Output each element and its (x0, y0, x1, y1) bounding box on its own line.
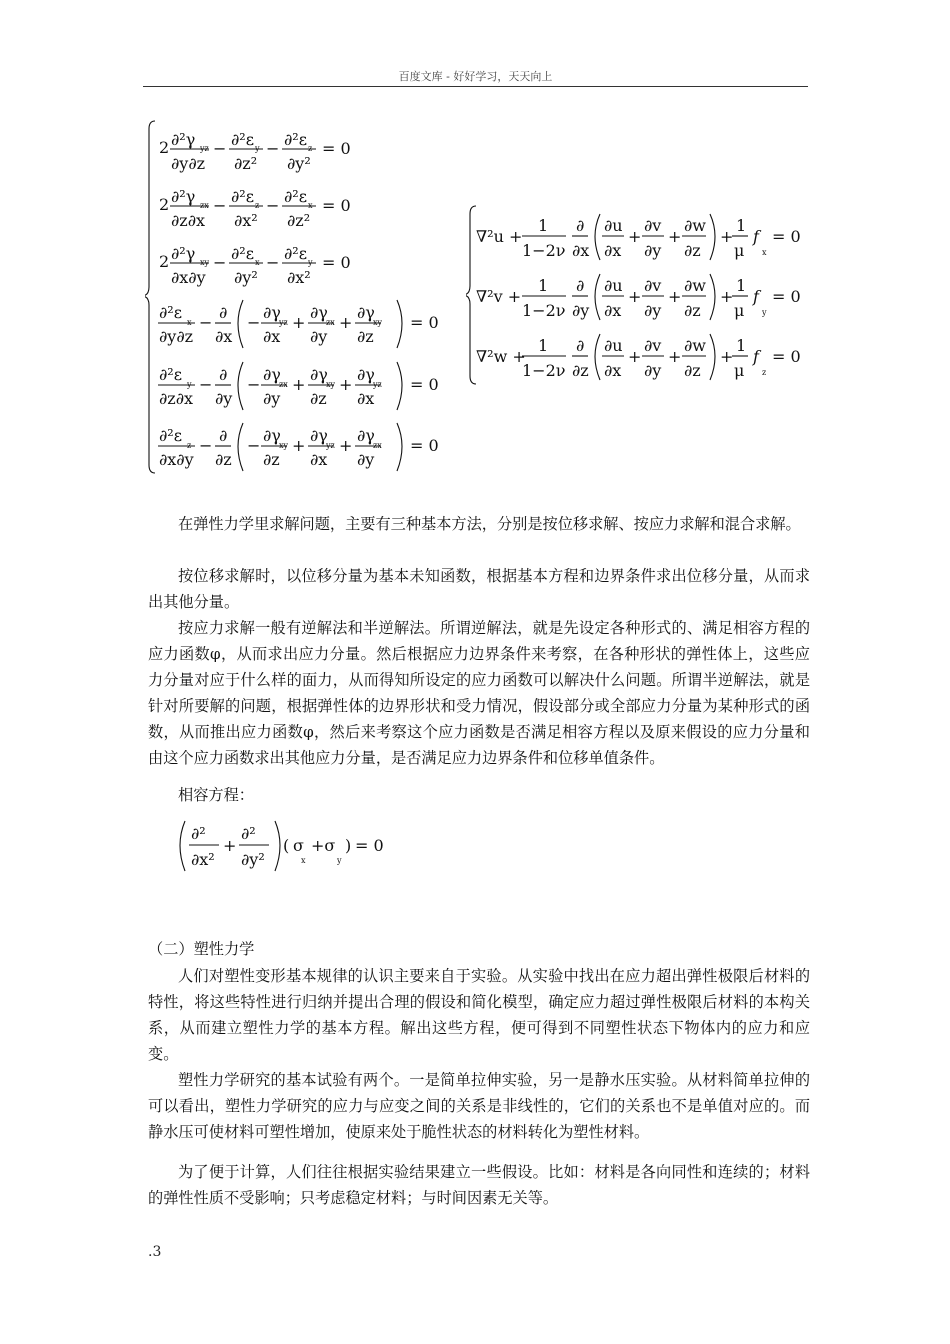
svg-text:zx: zx (279, 380, 288, 389)
paragraph-text: 按应力求解一般有逆解法和半逆解法。所谓逆解法，就是先设定各种形式的、满足相容方程的应力函数φ，从而求出应力分量。然后根据应力边界条件来考察，在各种形状的弹性体上，这些应力分量对应于什么样的面力，从而得知所设定的应力函数可以解决什么问题。所谓半逆解法，就是针对所要解的问题，根据弹性体的边界形状和受力情况，假设部分或全部应力分量为某种形式的函数，从而推出应力函数φ，然后来考察这个应力函数是否满足相容方程以及原来假设的应力分量和由这个应力函数求出其他应力分量，是否满足应力边界条件和位移单值条件。 (148, 619, 810, 767)
svg-text:f: f (753, 347, 759, 366)
navier-eq-u (476, 214, 801, 260)
svg-text:= 0: = 0 (772, 287, 801, 306)
svg-text:1−2ν: 1−2ν (522, 361, 566, 380)
right-brace (466, 206, 476, 384)
svg-text:∂z: ∂z (572, 361, 589, 380)
svg-text:σ: σ (293, 836, 304, 855)
svg-text:+: + (292, 375, 306, 394)
svg-text:∂u: ∂u (604, 336, 623, 355)
svg-text:1−2ν: 1−2ν (522, 241, 566, 260)
svg-text:∂z∂x: ∂z∂x (159, 389, 193, 408)
svg-text:= 0: = 0 (322, 139, 351, 158)
strain-eq-5 (158, 362, 439, 410)
paragraph-basic-experiments (148, 1067, 810, 1145)
svg-text:∂γ: ∂γ (263, 303, 281, 322)
svg-text:∂γ: ∂γ (263, 365, 281, 384)
svg-text:z: z (308, 144, 313, 153)
svg-text:x: x (301, 856, 306, 865)
svg-text:∂²γ: ∂²γ (171, 130, 196, 149)
svg-text:∂y∂z: ∂y∂z (171, 154, 206, 173)
svg-text:∂²: ∂² (191, 824, 206, 843)
svg-text:+: + (668, 287, 682, 306)
svg-text:−: − (247, 436, 261, 455)
svg-text:+: + (720, 227, 734, 246)
paragraph-text: 人们对塑性变形基本规律的认识主要来自于实验。从实验中找出在应力超出弹性极限后材料的特性，将这些特性进行归纳并提出合理的假设和简化模型，确定应力超过弹性极限后材料的本构关系，从而建立塑性力学的基本方程。解出这些方程，便可得到不同塑性状态下物体内的应力和应变。 (148, 967, 810, 1063)
svg-text:zx: zx (373, 441, 382, 450)
lame-navier-equations (466, 200, 806, 390)
header-text: 百度文库 - 好好学习，天天向上 (398, 70, 553, 83)
svg-text:∂z: ∂z (684, 301, 701, 320)
svg-text:1: 1 (736, 216, 747, 235)
svg-text:∂x: ∂x (572, 241, 590, 260)
svg-text:x: x (187, 318, 192, 327)
svg-text:−: − (247, 375, 261, 394)
svg-text:+: + (720, 287, 734, 306)
svg-text:−: − (199, 375, 213, 394)
svg-text:∂²γ: ∂²γ (171, 244, 196, 263)
svg-text:∂u: ∂u (604, 276, 623, 295)
svg-text:μ: μ (734, 361, 745, 380)
svg-text:1: 1 (538, 276, 549, 295)
svg-text:∂z∂x: ∂z∂x (171, 211, 205, 230)
svg-text:∇²w +: ∇²w + (476, 347, 526, 366)
svg-text:∂: ∂ (576, 336, 585, 355)
svg-text:∇²u +: ∇²u + (476, 227, 523, 246)
svg-text:+: + (339, 436, 353, 455)
svg-text:= 0: = 0 (772, 227, 801, 246)
svg-text:−: − (213, 196, 227, 215)
svg-text:∂x: ∂x (357, 389, 375, 408)
svg-text:∂²ε: ∂²ε (284, 187, 307, 206)
svg-text:∂γ: ∂γ (310, 365, 328, 384)
svg-text:= 0: = 0 (410, 436, 439, 455)
svg-text:x: x (255, 258, 260, 267)
svg-text:∂v: ∂v (644, 216, 662, 235)
svg-text:∂x²: ∂x² (287, 268, 311, 287)
svg-text:(: ( (283, 836, 290, 855)
page-number: .3 (148, 1244, 162, 1260)
svg-text:∂γ: ∂γ (357, 365, 375, 384)
svg-text:+: + (628, 287, 642, 306)
svg-text:x: x (308, 201, 313, 210)
svg-text:z: z (187, 441, 192, 450)
paragraph-text: 在弹性力学里求解问题，主要有三种基本方法，分别是按位移求解、按应力求解和混合求解。 (178, 515, 801, 533)
svg-text:xy: xy (279, 441, 289, 450)
svg-text:∂v: ∂v (644, 276, 662, 295)
svg-text:∂w: ∂w (684, 276, 706, 295)
svg-text:1: 1 (538, 336, 549, 355)
svg-text:∂x∂y: ∂x∂y (171, 268, 206, 287)
strain-eq-4 (158, 300, 439, 348)
svg-text:∂²γ: ∂²γ (171, 187, 196, 206)
svg-text:+: + (339, 375, 353, 394)
svg-text:∂y²: ∂y² (287, 154, 311, 173)
svg-text:∂²ε: ∂²ε (159, 426, 182, 445)
svg-text:∂z²: ∂z² (287, 211, 311, 230)
svg-text:+: + (339, 313, 353, 332)
svg-text:−: − (266, 196, 280, 215)
svg-text:2: 2 (159, 138, 170, 157)
svg-text:∂y²: ∂y² (241, 850, 265, 869)
svg-text:= 0: = 0 (322, 196, 351, 215)
svg-text:∂z: ∂z (684, 241, 701, 260)
svg-text:∂²ε: ∂²ε (159, 365, 182, 384)
svg-text:yz: yz (200, 144, 209, 153)
svg-text:∂x: ∂x (310, 450, 328, 469)
svg-text:+: + (628, 227, 642, 246)
svg-text:∂y: ∂y (644, 301, 662, 320)
svg-text:1: 1 (736, 276, 747, 295)
svg-text:∂γ: ∂γ (310, 426, 328, 445)
svg-text:+: + (292, 436, 306, 455)
svg-text:−: − (266, 253, 280, 272)
svg-text:∂γ: ∂γ (357, 303, 375, 322)
svg-text:∂y: ∂y (644, 361, 662, 380)
svg-text:zx: zx (200, 201, 209, 210)
svg-text:): ) (345, 836, 352, 855)
svg-text:1: 1 (538, 216, 549, 235)
svg-text:y: y (308, 258, 313, 267)
paragraph-text: 为了便于计算，人们往往根据实验结果建立一些假设。比如：材料是各向同性和连续的；材料的弹性性质不受影响；只考虑稳定材料；与时间因素无关等。 (148, 1163, 810, 1207)
svg-text:∂z: ∂z (310, 389, 327, 408)
svg-text:f: f (753, 287, 759, 306)
svg-text:∂²ε: ∂²ε (231, 130, 254, 149)
svg-text:= 0: = 0 (772, 347, 801, 366)
svg-text:∂u: ∂u (604, 216, 623, 235)
svg-text:−: − (213, 139, 227, 158)
svg-text:∂z: ∂z (263, 450, 280, 469)
strain-eq-3 (159, 244, 351, 287)
svg-text:∂y: ∂y (310, 327, 328, 346)
svg-text:∂²ε: ∂²ε (159, 303, 182, 322)
svg-text:y: y (187, 380, 192, 389)
svg-text:yz: yz (326, 441, 335, 450)
svg-text:z: z (762, 368, 767, 377)
svg-text:f: f (753, 227, 759, 246)
svg-text:∂γ: ∂γ (357, 426, 375, 445)
svg-text:1−2ν: 1−2ν (522, 301, 566, 320)
svg-text:∂x: ∂x (604, 361, 622, 380)
navier-eq-v (476, 274, 801, 320)
svg-text:∂γ: ∂γ (263, 426, 281, 445)
svg-text:∂z: ∂z (357, 327, 374, 346)
svg-text:μ: μ (734, 301, 745, 320)
svg-text:∂y: ∂y (357, 450, 375, 469)
strain-eq-6 (158, 423, 439, 471)
svg-text:∂²ε: ∂²ε (231, 187, 254, 206)
svg-text:−: − (199, 313, 213, 332)
svg-text:+σ: +σ (311, 836, 336, 855)
svg-text:1: 1 (736, 336, 747, 355)
svg-text:∂: ∂ (219, 365, 228, 384)
svg-text:∂x: ∂x (604, 241, 622, 260)
svg-text:−: − (266, 139, 280, 158)
paragraph-displacement-method (148, 563, 810, 615)
svg-text:∂²: ∂² (241, 824, 256, 843)
svg-text:xy: xy (200, 258, 210, 267)
svg-text:∂v: ∂v (644, 336, 662, 355)
svg-text:∂²ε: ∂²ε (231, 244, 254, 263)
svg-text:+: + (668, 227, 682, 246)
svg-text:∂z: ∂z (684, 361, 701, 380)
page-header (143, 70, 808, 87)
svg-text:= 0: = 0 (410, 375, 439, 394)
svg-text:∂y∂z: ∂y∂z (159, 327, 194, 346)
paragraph-plastic-deformation (148, 963, 810, 1067)
svg-text:∂²ε: ∂²ε (284, 130, 307, 149)
svg-text:y: y (337, 856, 342, 865)
svg-text:yz: yz (279, 318, 288, 327)
compatibility-label: 相容方程： (178, 786, 254, 804)
svg-text:∂z: ∂z (215, 450, 232, 469)
svg-text:zx: zx (326, 318, 335, 327)
svg-text:xy: xy (326, 380, 336, 389)
svg-text:xy: xy (373, 318, 383, 327)
svg-text:∂: ∂ (576, 276, 585, 295)
svg-text:+: + (720, 347, 734, 366)
svg-text:∂γ: ∂γ (310, 303, 328, 322)
svg-text:∂x²: ∂x² (191, 850, 215, 869)
svg-text:+: + (628, 347, 642, 366)
paragraph-text: 塑性力学研究的基本试验有两个。一是简单拉伸实验，另一是静水压实验。从材料简单拉伸的可以看出，塑性力学研究的应力与应变之间的关系是非线性的，它们的关系也不是单值对应的。而静水压可使材料可塑性增加，使原来处于脆性状态的材料转化为塑性材料。 (148, 1071, 810, 1141)
svg-text:∂x²: ∂x² (234, 211, 258, 230)
svg-text:2: 2 (159, 252, 170, 271)
strain-eq-2 (159, 187, 351, 230)
svg-text:∂w: ∂w (684, 336, 706, 355)
svg-text:∂w: ∂w (684, 216, 706, 235)
svg-text:∂: ∂ (219, 426, 228, 445)
svg-text:∂²ε: ∂²ε (284, 244, 307, 263)
svg-text:= 0: = 0 (322, 253, 351, 272)
svg-text:∂x: ∂x (604, 301, 622, 320)
svg-text:x: x (762, 248, 767, 257)
svg-text:+: + (223, 836, 237, 855)
svg-text:= 0: = 0 (410, 313, 439, 332)
svg-text:∂y²: ∂y² (234, 268, 258, 287)
svg-text:−: − (199, 436, 213, 455)
svg-text:y: y (255, 144, 260, 153)
paragraph-assumptions (148, 1159, 810, 1211)
svg-text:μ: μ (734, 241, 745, 260)
svg-text:−: − (213, 253, 227, 272)
svg-text:yz: yz (373, 380, 382, 389)
paragraph-stress-method (148, 615, 810, 771)
svg-text:∂y: ∂y (263, 389, 281, 408)
svg-text:∂: ∂ (576, 216, 585, 235)
svg-text:∂y: ∂y (215, 389, 233, 408)
svg-text:∂z²: ∂z² (234, 154, 258, 173)
stress-compatibility-equation (175, 815, 395, 875)
svg-text:y: y (762, 308, 767, 317)
svg-text:+: + (292, 313, 306, 332)
navier-eq-w (476, 334, 801, 380)
left-brace (145, 121, 155, 473)
paragraph-solution-methods (148, 511, 810, 537)
svg-text:−: − (247, 313, 261, 332)
svg-text:+: + (668, 347, 682, 366)
svg-text:= 0: = 0 (355, 836, 384, 855)
svg-text:∂: ∂ (219, 303, 228, 322)
svg-text:∂x∂y: ∂x∂y (159, 450, 194, 469)
svg-text:∂y: ∂y (644, 241, 662, 260)
strain-eq-1 (159, 130, 351, 173)
strain-compatibility-equations (145, 115, 445, 477)
svg-text:z: z (255, 201, 260, 210)
svg-text:∂x: ∂x (215, 327, 233, 346)
svg-text:∇²v +: ∇²v + (476, 287, 522, 306)
svg-text:2: 2 (159, 195, 170, 214)
svg-text:∂x: ∂x (263, 327, 281, 346)
paragraph-text: 按位移求解时，以位移分量为基本未知函数，根据基本方程和边界条件求出位移分量，从而求出其他分量。 (148, 567, 810, 611)
svg-text:∂y: ∂y (572, 301, 590, 320)
section-title-plasticity: （二）塑性力学 (148, 940, 255, 958)
